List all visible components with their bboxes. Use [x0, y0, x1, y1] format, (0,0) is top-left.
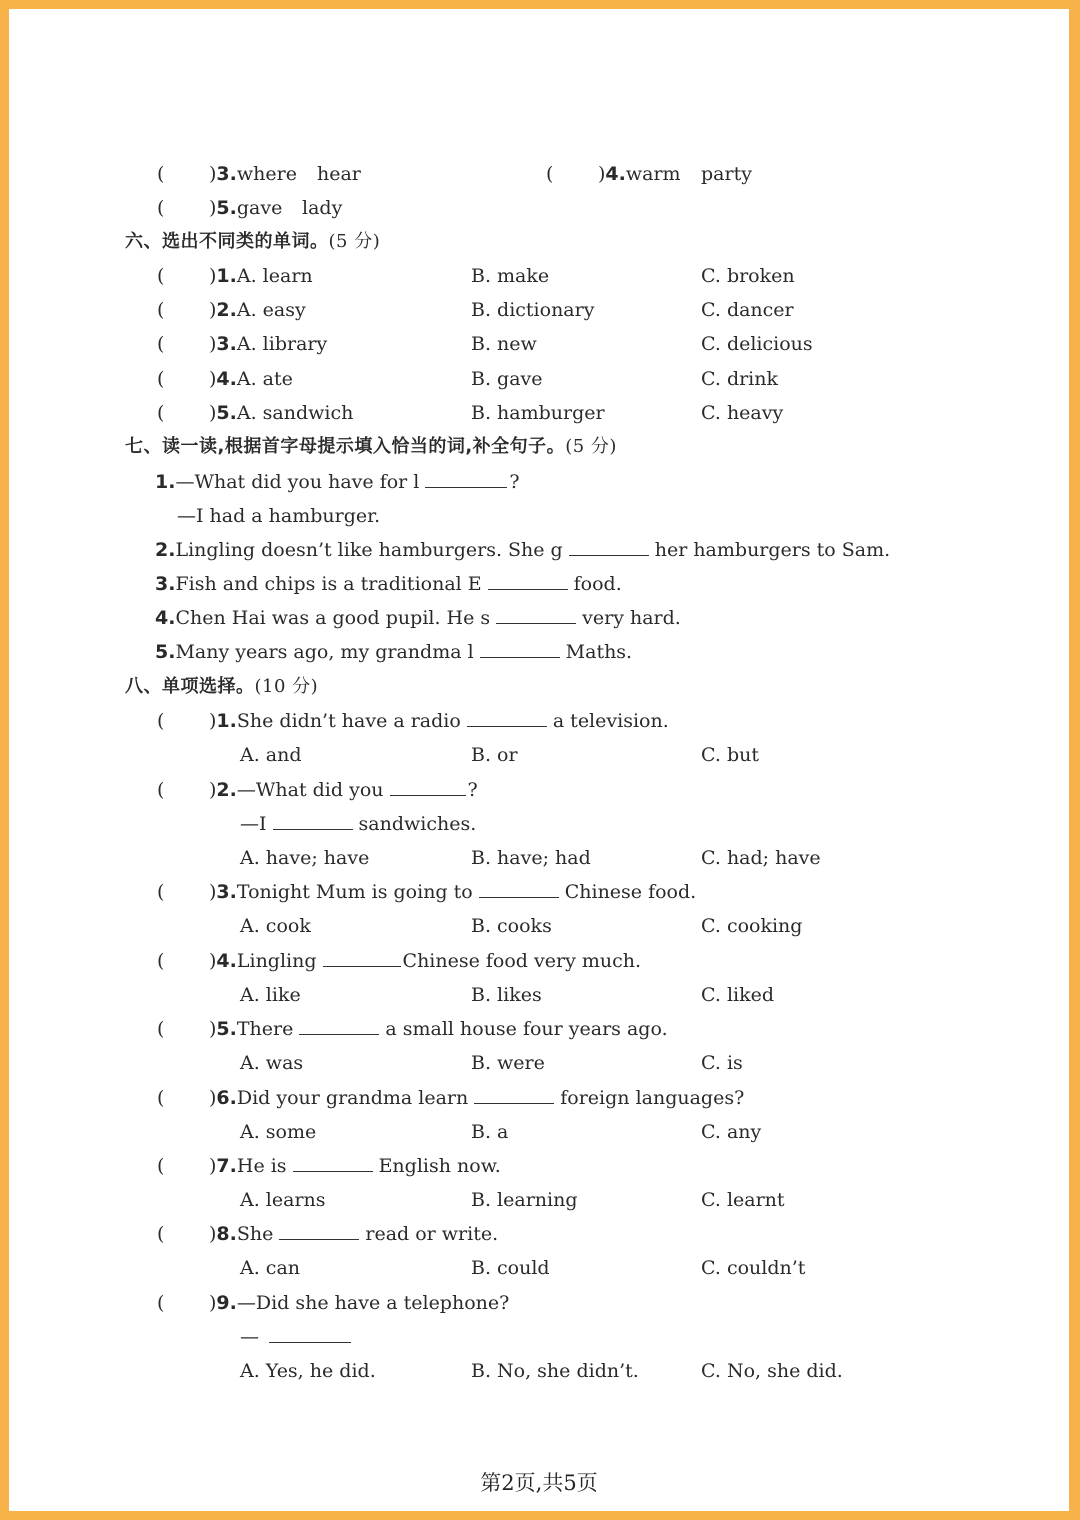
answer-bracket[interactable]: (	[157, 163, 165, 185]
choice-options-7	[9, 1183, 1069, 1217]
answer-bracket[interactable]: (	[157, 402, 165, 424]
choice-question-8: ( )8.She read or write.	[9, 1217, 1069, 1251]
option-b[interactable]: B. new	[471, 333, 537, 355]
choice-options-1	[9, 738, 1069, 772]
answer-bracket[interactable]: (	[157, 710, 165, 732]
option-a[interactable]: A. ate	[236, 368, 293, 390]
option-a[interactable]: A. cook	[240, 915, 311, 937]
answer-bracket[interactable]: (	[157, 333, 165, 355]
option-b[interactable]: B. or	[471, 744, 518, 766]
option-a[interactable]: A. library	[236, 333, 328, 355]
answer-bracket[interactable]: (	[157, 1018, 165, 1040]
section-6-heading: 六、选出不同类的单词。(5 分)	[125, 231, 381, 252]
word: lady	[302, 197, 343, 219]
question-number: 4.	[216, 368, 237, 390]
option-c[interactable]: C. is	[701, 1052, 743, 1074]
choice-options-5	[9, 1046, 1069, 1080]
answer-blank[interactable]	[269, 1322, 351, 1343]
option-b[interactable]: B. gave	[471, 368, 543, 390]
answer-bracket[interactable]: (	[157, 368, 165, 390]
answer-bracket[interactable]: (	[546, 163, 554, 185]
choice-question-5: ( )5.There a small house four years ago.	[9, 1012, 1069, 1046]
choice-options-4	[9, 978, 1069, 1012]
choice-options-9	[9, 1354, 1069, 1388]
answer-blank[interactable]	[293, 1151, 373, 1172]
choice-question-7: ( )7.He is English now.	[9, 1149, 1069, 1183]
option-a[interactable]: A. learns	[240, 1189, 326, 1211]
option-c[interactable]: C. heavy	[701, 402, 784, 424]
question-number: 4.	[605, 163, 626, 185]
option-c[interactable]: C. learnt	[701, 1189, 785, 1211]
section-7-heading: 七、读一读,根据首字母提示填入恰当的词,补全句子。(5 分)	[125, 436, 617, 457]
answer-blank[interactable]	[390, 775, 466, 796]
answer-bracket[interactable]: (	[157, 1087, 165, 1109]
option-b[interactable]: B. likes	[471, 984, 542, 1006]
option-a[interactable]: A. and	[240, 744, 302, 766]
choice-question-1: ( )1.She didn’t have a radio a television.	[9, 704, 1069, 738]
option-c[interactable]: C. broken	[701, 265, 795, 287]
answer-blank[interactable]	[474, 1083, 554, 1104]
answer-blank[interactable]	[496, 603, 576, 624]
option-a[interactable]: A. learn	[236, 265, 313, 287]
answer-blank[interactable]	[299, 1014, 379, 1035]
worksheet-page	[9, 9, 1069, 1511]
odd-one-out-row: ( )2.A. easy B. dictionary C. dancer	[9, 293, 1069, 327]
option-b[interactable]: B. were	[471, 1052, 545, 1074]
answer-blank[interactable]	[279, 1219, 359, 1240]
choice-question-2: ( )2.—What did you ?	[9, 773, 1069, 807]
section-8-heading: 八、单项选择。(10 分)	[125, 676, 319, 697]
option-c[interactable]: C. cooking	[701, 915, 803, 937]
option-c[interactable]: C. couldn’t	[701, 1257, 806, 1279]
question-number: 5.	[216, 197, 237, 219]
option-c[interactable]: C. liked	[701, 984, 775, 1006]
question-number: 5.	[216, 402, 237, 424]
fill-item-5: 5.Many years ago, my grandma l Maths.	[9, 635, 1069, 669]
answer-blank[interactable]	[273, 809, 353, 830]
choice-question-9-line2: —	[9, 1320, 1069, 1354]
choice-question-9: ( )9.—Did she have a telephone?	[9, 1286, 1069, 1320]
pronunciation-row: ( )5.gave lady	[9, 191, 1069, 225]
fill-item-4: 4.Chen Hai was a good pupil. He s very hard.	[9, 601, 1069, 635]
option-b[interactable]: B. dictionary	[471, 299, 595, 321]
answer-bracket[interactable]: (	[157, 1155, 165, 1177]
answer-blank[interactable]	[323, 946, 401, 967]
option-c[interactable]: C. delicious	[701, 333, 813, 355]
word: hear	[317, 163, 361, 185]
option-b[interactable]: B. make	[471, 265, 550, 287]
fill-item-3: 3.Fish and chips is a traditional E food.	[9, 567, 1069, 601]
question-number: 1.	[216, 265, 237, 287]
pronunciation-row: ( )3.where hear ( )4.warm party	[9, 157, 1069, 191]
answer-bracket[interactable]: (	[157, 197, 165, 219]
option-c[interactable]: C. had; have	[701, 847, 821, 869]
option-b[interactable]: B. No, she didn’t.	[471, 1360, 639, 1382]
option-a[interactable]: A. easy	[236, 299, 306, 321]
option-c[interactable]: C. No, she did.	[701, 1360, 843, 1382]
option-a[interactable]: A. Yes, he did.	[240, 1360, 376, 1382]
answer-bracket[interactable]: (	[157, 1292, 165, 1314]
option-a[interactable]: A. have; have	[240, 847, 370, 869]
choice-options-2	[9, 841, 1069, 875]
answer-bracket[interactable]: (	[157, 881, 165, 903]
option-c[interactable]: C. any	[701, 1121, 762, 1143]
odd-one-out-row: ( )1.A. learn B. make C. broken	[9, 259, 1069, 293]
answer-blank[interactable]	[488, 569, 568, 590]
option-a[interactable]: A. some	[240, 1121, 317, 1143]
option-b[interactable]: B. learning	[471, 1189, 578, 1211]
option-a[interactable]: A. sandwich	[236, 402, 354, 424]
choice-question-3: ( )3.Tonight Mum is going to Chinese food.	[9, 875, 1069, 909]
answer-blank[interactable]	[480, 637, 560, 658]
fill-item-2: 2.Lingling doesn’t like hamburgers. She g her hamburgers to Sam.	[9, 533, 1069, 567]
answer-blank[interactable]	[569, 535, 649, 556]
option-c[interactable]: C. dancer	[701, 299, 794, 321]
option-b[interactable]: B. hamburger	[471, 402, 605, 424]
answer-bracket[interactable]: (	[157, 265, 165, 287]
word: party	[701, 163, 752, 185]
choice-options-3	[9, 909, 1069, 943]
fill-item-1: 1.—What did you have for l ?	[9, 465, 1069, 499]
choice-question-2-line2: —I sandwiches.	[9, 807, 1069, 841]
option-b[interactable]: B. a	[471, 1121, 509, 1143]
option-a[interactable]: A. like	[240, 984, 301, 1006]
odd-one-out-row: ( )4.A. ate B. gave C. drink	[9, 362, 1069, 396]
option-a[interactable]: A. was	[240, 1052, 304, 1074]
option-b[interactable]: B. cooks	[471, 915, 552, 937]
option-c[interactable]: C. drink	[701, 368, 779, 390]
answer-blank[interactable]	[467, 706, 547, 727]
answer-bracket[interactable]: (	[157, 1223, 165, 1245]
answer-bracket[interactable]: (	[157, 779, 165, 801]
choice-question-6: ( )6.Did your grandma learn foreign languages?	[9, 1081, 1069, 1115]
choice-options-8	[9, 1251, 1069, 1285]
answer-blank[interactable]	[425, 467, 507, 488]
question-number: 3.	[216, 163, 237, 185]
fill-item-1-answer: —I had a hamburger.	[177, 505, 381, 527]
page-footer: 第2页,共5页	[480, 1471, 598, 1495]
odd-one-out-row: ( )5.A. sandwich B. hamburger C. heavy	[9, 396, 1069, 430]
answer-bracket[interactable]: (	[157, 950, 165, 972]
question-number: 2.	[216, 299, 237, 321]
word: where	[236, 163, 297, 185]
answer-blank[interactable]	[479, 877, 559, 898]
choice-question-4: ( )4.Lingling Chinese food very much.	[9, 944, 1069, 978]
odd-one-out-row: ( )3.A. library B. new C. delicious	[9, 327, 1069, 361]
word: warm	[625, 163, 681, 185]
option-a[interactable]: A. can	[240, 1257, 301, 1279]
option-b[interactable]: B. have; had	[471, 847, 591, 869]
question-number: 3.	[216, 333, 237, 355]
option-c[interactable]: C. but	[701, 744, 759, 766]
word: gave	[236, 197, 283, 219]
answer-bracket[interactable]: (	[157, 299, 165, 321]
option-b[interactable]: B. could	[471, 1257, 550, 1279]
choice-options-6	[9, 1115, 1069, 1149]
